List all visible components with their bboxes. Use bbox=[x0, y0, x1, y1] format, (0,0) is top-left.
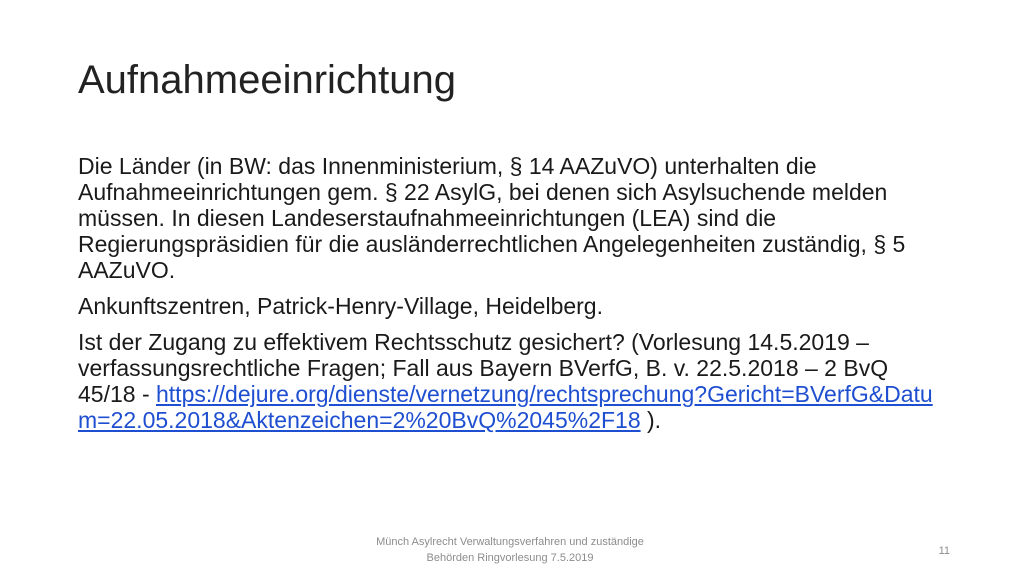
dejure-link[interactable]: https://dejure.org/dienste/vernetzung/rechtsprechung?Gericht=BVerfG&Datum=22.05.2018&Aktenzeichen=2%20BvQ%2045%2F18 bbox=[78, 381, 933, 433]
paragraph-ankunftszentren: Ankunftszentren, Patrick-Henry-Village, Heidelberg. bbox=[78, 293, 603, 319]
footer-line-1: Münch Asylrecht Verwaltungsverfahren und zuständige bbox=[376, 536, 644, 548]
paragraph-rechtsschutz-text: Ist der Zugang zu effektivem Rechtsschutz gesichert? (Vorlesung 14.5.2019 – verfassungsrechtliche Fragen; Fall aus Bayern BVerfG, B. v. 22.5.2018 – 2 BvQ 45/18 - bbox=[78, 329, 889, 407]
footer-line-2: Behörden Ringvorlesung 7.5.2019 bbox=[426, 552, 594, 564]
page-number: 11 bbox=[938, 545, 950, 557]
paragraph-rechtsschutz-closing: ). bbox=[640, 407, 662, 433]
slide-body bbox=[78, 153, 948, 443]
paragraph-rechtsschutz bbox=[78, 329, 948, 433]
paragraph-aufnahmeeinrichtungen: Die Länder (in BW: das Innenministerium, § 14 AAZuVO) unterhalten die Aufnahmeeinrichtungen gem. § 22 AsylG, bei denen sich Asylsuchende melden müssen. In diesen Landeserstaufnahmeeinrichtungen (LEA) sind die Regierungspräsidien für die ausländerrechtlichen Angelegenheiten zuständig, § 5 AAZuVO. bbox=[78, 153, 906, 283]
slide-title: Aufnahmeeinrichtung bbox=[78, 58, 457, 102]
slide-footer bbox=[360, 534, 660, 566]
